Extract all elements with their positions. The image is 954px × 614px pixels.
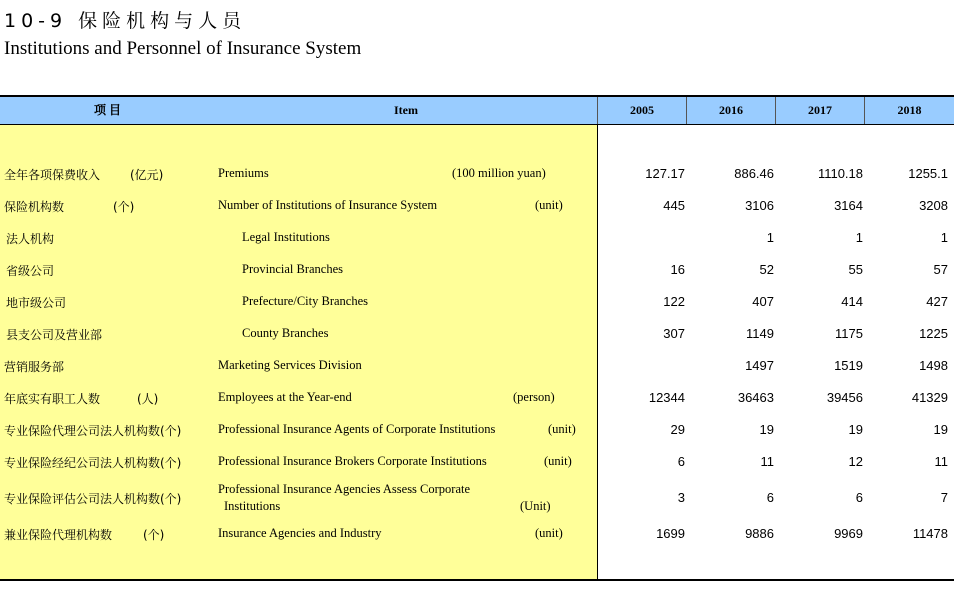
table-header [0,97,954,125]
row-label-cn: 法人机构 [6,232,55,246]
value-cell: 1 [855,230,863,245]
value-cell: 12 [848,454,863,469]
value-cell: 307 [663,326,685,341]
row-label-cn: 专业保险经纪公司法人机构数(个) [4,456,182,470]
row-label-en: Premiums [218,166,269,180]
row-label-cn: 全年各项保费收入 [4,168,101,182]
value-cell: 11 [760,454,774,469]
value-cell: 6 [855,490,863,505]
value-cell: 11478 [912,526,948,541]
table-row [0,381,954,413]
row-unit-en: (unit) [535,198,563,212]
value-cell: 1255.1 [908,166,948,181]
value-cell: 414 [841,294,863,309]
row-unit-en: (100 million yuan) [452,166,546,180]
value-cell: 41329 [911,390,948,405]
row-label-cn: 保险机构数 [4,200,65,214]
value-cell: 6 [677,454,685,469]
header-year: 2017 [808,103,832,117]
bottom-rule [0,579,954,581]
value-cell: 57 [933,262,948,277]
row-label-cn: 省级公司 [6,264,55,278]
value-cell: 1699 [656,526,685,541]
table-row [0,317,954,349]
data-table [0,95,954,581]
value-cell: 3164 [834,198,863,213]
table-row [0,285,954,317]
table-row [0,479,954,515]
table-row [0,253,954,285]
row-unit-en: (person) [513,390,555,404]
value-cell: 16 [670,262,685,277]
row-label-en: Employees at the Year-end [218,390,352,404]
header-year: 2016 [719,103,743,117]
value-cell: 427 [926,294,948,309]
value-cell: 1225 [919,326,948,341]
value-cell: 11 [934,454,948,469]
row-label-en: Professional Insurance Agents of Corporate Institutions [218,422,496,436]
value-cell: 1110.18 [817,166,863,181]
value-cell: 19 [759,422,774,437]
value-cell: 1149 [746,326,774,341]
row-label-en: Marketing Services Division [218,358,362,372]
header-item-cn: 项 目 [93,103,121,117]
table-row [0,221,954,253]
row-unit-en: (unit) [548,422,576,436]
table-title-cn: 10-9 保险机构与人员 [4,10,247,32]
table-title-en: Institutions and Personnel of Insurance System [4,38,362,59]
row-label-cn: 县支公司及营业部 [6,328,103,342]
header-year: 2005 [630,103,654,117]
header-item-en: Item [394,103,418,117]
row-label-cn: 兼业保险代理机构数 [4,528,113,542]
row-label-cn: 专业保险代理公司法人机构数(个) [4,424,182,438]
row-label-en: Provincial Branches [242,262,344,276]
row-label-en: Professional Insurance Agencies Assess Corporate [218,482,471,496]
value-cell: 3106 [745,198,774,213]
row-unit-en: (unit) [535,526,563,540]
header-year: 2018 [897,103,922,117]
value-cell: 12344 [648,390,685,405]
value-cell: 36463 [737,390,774,405]
value-cell: 127.17 [645,166,685,181]
value-cell: 1175 [835,326,863,341]
table-row [0,189,954,221]
value-cell: 6 [766,490,774,505]
row-label-cn: 年底实有职工人数 [4,392,101,406]
row-label-en: Professional Insurance Brokers Corporate Institutions [218,454,487,468]
row-unit-cn: (亿元) [130,168,164,182]
value-cell: 886.46 [734,166,774,181]
table-row [0,413,954,445]
row-label-en: Insurance Agencies and Industry [218,526,382,540]
row-unit-en: (unit) [544,454,572,468]
row-label-cn: 专业保险评估公司法人机构数(个) [4,492,182,506]
row-unit-cn: (个) [143,528,165,542]
table-row [0,157,954,189]
row-label-cn: 营销服务部 [4,360,65,374]
row-label-en: Number of Institutions of Insurance System [218,198,438,212]
value-cell: 445 [663,198,685,213]
value-cell: 1 [766,230,774,245]
table-row [0,445,954,477]
value-cell: 3208 [919,198,948,213]
value-cell: 29 [670,422,685,437]
row-unit-cn: (人) [137,392,159,406]
value-cell: 3 [677,490,685,505]
value-cell: 52 [759,262,774,277]
value-cell: 9886 [745,526,774,541]
row-unit-en: (Unit) [520,499,551,513]
row-label-en: County Branches [242,326,329,340]
value-cell: 1497 [745,358,774,373]
value-cell: 1498 [919,358,948,373]
row-label-en-continued: Institutions [224,499,281,513]
row-unit-cn: (个) [113,200,135,214]
value-cell: 19 [933,422,948,437]
value-cell: 55 [848,262,863,277]
value-cell: 407 [752,294,774,309]
value-cell: 122 [663,294,685,309]
row-label-cn: 地市级公司 [6,296,67,310]
row-label-en: Prefecture/City Branches [242,294,368,308]
value-cell: 7 [940,490,948,505]
value-cell: 9969 [834,526,863,541]
table-row [0,517,954,549]
row-label-en: Legal Institutions [242,230,330,244]
table-row [0,349,954,381]
value-cell: 39456 [826,390,863,405]
value-cell: 1519 [834,358,863,373]
value-cell: 19 [848,422,863,437]
value-cell: 1 [940,230,948,245]
